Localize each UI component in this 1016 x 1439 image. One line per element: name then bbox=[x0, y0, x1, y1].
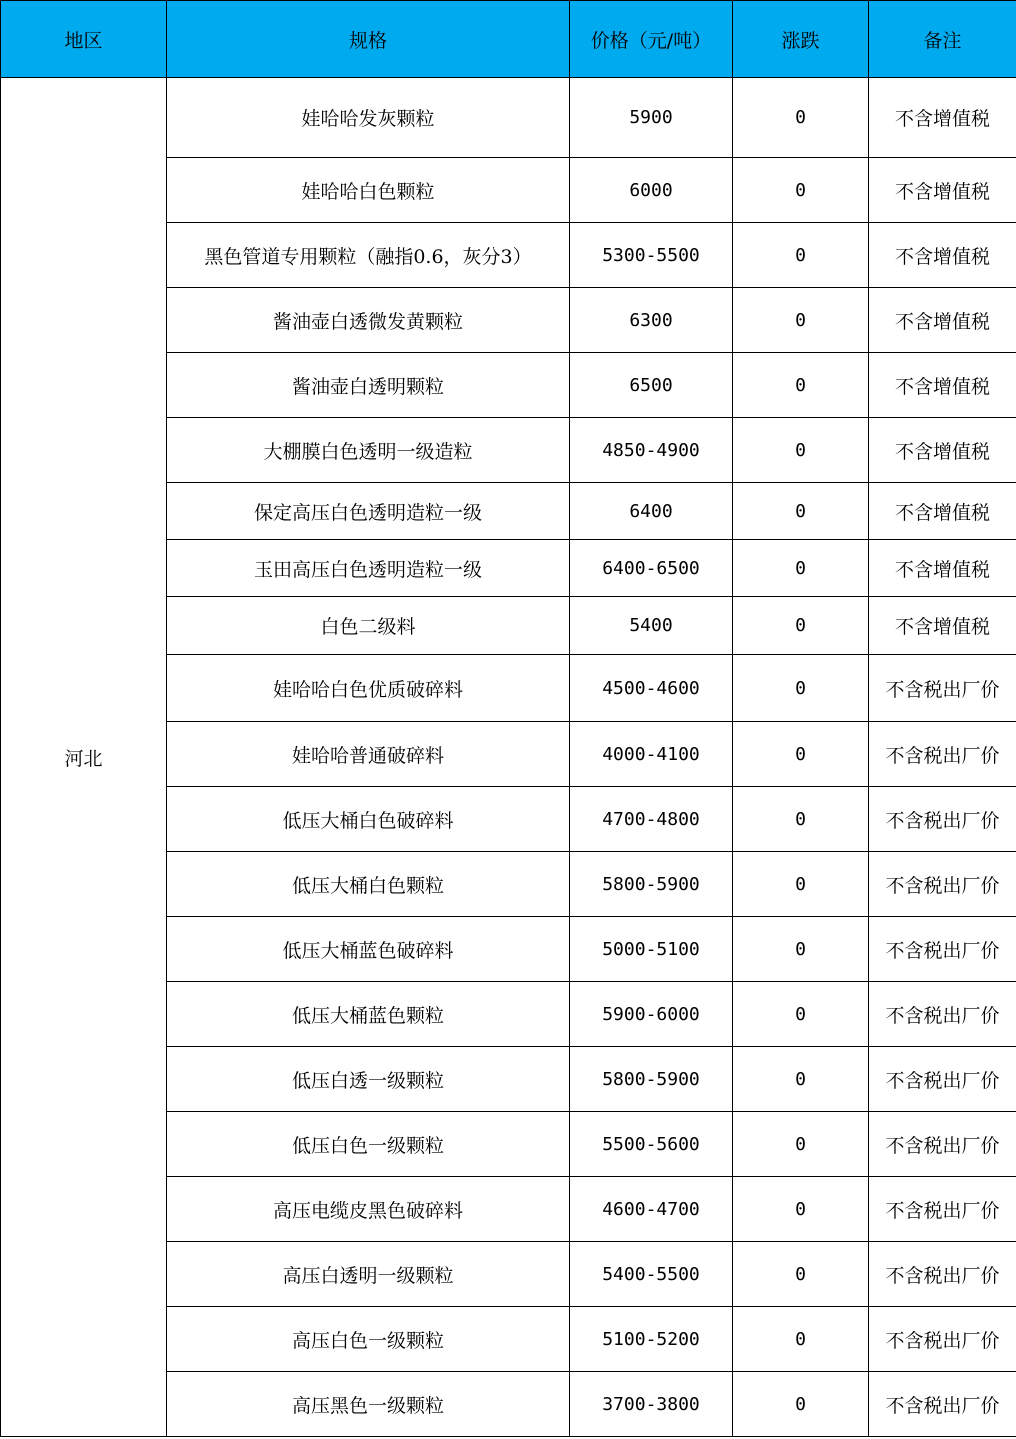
spec-cell: 低压白透一级颗粒 bbox=[167, 1047, 570, 1112]
price-cell: 5400 bbox=[570, 597, 733, 655]
spec-cell: 高压黑色一级颗粒 bbox=[167, 1372, 570, 1437]
price-cell: 6400 bbox=[570, 483, 733, 540]
note-cell: 不含增值税 bbox=[869, 418, 1016, 483]
table-row bbox=[1, 78, 1016, 158]
spec-cell: 酱油壶白透微发黄颗粒 bbox=[167, 288, 570, 353]
note-cell: 不含税出厂价 bbox=[869, 722, 1016, 787]
note-cell: 不含增值税 bbox=[869, 288, 1016, 353]
price-cell: 3700-3800 bbox=[570, 1372, 733, 1437]
price-cell: 5400-5500 bbox=[570, 1242, 733, 1307]
change-cell: 0 bbox=[733, 1112, 869, 1177]
change-cell: 0 bbox=[733, 722, 869, 787]
region-cell: 河北 bbox=[1, 78, 167, 1437]
price-cell: 5300-5500 bbox=[570, 223, 733, 288]
spec-cell: 高压电缆皮黑色破碎料 bbox=[167, 1177, 570, 1242]
price-cell: 4500-4600 bbox=[570, 655, 733, 722]
change-cell: 0 bbox=[733, 540, 869, 597]
spec-cell: 高压白透明一级颗粒 bbox=[167, 1242, 570, 1307]
spec-cell: 保定高压白色透明造粒一级 bbox=[167, 483, 570, 540]
header-region: 地区 bbox=[1, 1, 167, 78]
price-cell: 6500 bbox=[570, 353, 733, 418]
note-cell: 不含增值税 bbox=[869, 158, 1016, 223]
price-cell: 4700-4800 bbox=[570, 787, 733, 852]
change-cell: 0 bbox=[733, 982, 869, 1047]
price-cell: 6300 bbox=[570, 288, 733, 353]
change-cell: 0 bbox=[733, 158, 869, 223]
change-cell: 0 bbox=[733, 418, 869, 483]
note-cell: 不含税出厂价 bbox=[869, 655, 1016, 722]
change-cell: 0 bbox=[733, 1047, 869, 1112]
change-cell: 0 bbox=[733, 1307, 869, 1372]
note-cell: 不含税出厂价 bbox=[869, 917, 1016, 982]
change-cell: 0 bbox=[733, 852, 869, 917]
price-cell: 5800-5900 bbox=[570, 1047, 733, 1112]
note-cell: 不含税出厂价 bbox=[869, 787, 1016, 852]
spec-cell: 娃哈哈白色颗粒 bbox=[167, 158, 570, 223]
spec-cell: 酱油壶白透明颗粒 bbox=[167, 353, 570, 418]
change-cell: 0 bbox=[733, 353, 869, 418]
change-cell: 0 bbox=[733, 1177, 869, 1242]
header-spec: 规格 bbox=[167, 1, 570, 78]
spec-cell: 娃哈哈普通破碎料 bbox=[167, 722, 570, 787]
price-cell: 5800-5900 bbox=[570, 852, 733, 917]
note-cell: 不含增值税 bbox=[869, 353, 1016, 418]
spec-cell: 高压白色一级颗粒 bbox=[167, 1307, 570, 1372]
note-cell: 不含税出厂价 bbox=[869, 1372, 1016, 1437]
spec-cell: 低压大桶白色破碎料 bbox=[167, 787, 570, 852]
header-price: 价格（元/吨） bbox=[570, 1, 733, 78]
note-cell: 不含增值税 bbox=[869, 540, 1016, 597]
change-cell: 0 bbox=[733, 655, 869, 722]
change-cell: 0 bbox=[733, 1242, 869, 1307]
note-cell: 不含税出厂价 bbox=[869, 1112, 1016, 1177]
note-cell: 不含税出厂价 bbox=[869, 852, 1016, 917]
price-cell: 6400-6500 bbox=[570, 540, 733, 597]
price-cell: 4600-4700 bbox=[570, 1177, 733, 1242]
change-cell: 0 bbox=[733, 78, 869, 158]
note-cell: 不含增值税 bbox=[869, 78, 1016, 158]
spec-cell: 白色二级料 bbox=[167, 597, 570, 655]
spec-cell: 娃哈哈白色优质破碎料 bbox=[167, 655, 570, 722]
spec-cell: 低压大桶白色颗粒 bbox=[167, 852, 570, 917]
change-cell: 0 bbox=[733, 787, 869, 852]
price-cell: 5100-5200 bbox=[570, 1307, 733, 1372]
note-cell: 不含税出厂价 bbox=[869, 1242, 1016, 1307]
price-cell: 5000-5100 bbox=[570, 917, 733, 982]
note-cell: 不含税出厂价 bbox=[869, 1047, 1016, 1112]
spec-cell: 低压大桶蓝色颗粒 bbox=[167, 982, 570, 1047]
note-cell: 不含增值税 bbox=[869, 223, 1016, 288]
change-cell: 0 bbox=[733, 1372, 869, 1437]
spec-cell: 娃哈哈发灰颗粒 bbox=[167, 78, 570, 158]
note-cell: 不含税出厂价 bbox=[869, 1177, 1016, 1242]
spec-cell: 低压大桶蓝色破碎料 bbox=[167, 917, 570, 982]
spec-cell: 玉田高压白色透明造粒一级 bbox=[167, 540, 570, 597]
note-cell: 不含税出厂价 bbox=[869, 1307, 1016, 1372]
spec-cell: 黑色管道专用颗粒（融指0.6，灰分3） bbox=[167, 223, 570, 288]
price-cell: 4850-4900 bbox=[570, 418, 733, 483]
change-cell: 0 bbox=[733, 597, 869, 655]
spec-cell: 大棚膜白色透明一级造粒 bbox=[167, 418, 570, 483]
change-cell: 0 bbox=[733, 288, 869, 353]
note-cell: 不含增值税 bbox=[869, 597, 1016, 655]
note-cell: 不含税出厂价 bbox=[869, 982, 1016, 1047]
change-cell: 0 bbox=[733, 917, 869, 982]
price-cell: 4000-4100 bbox=[570, 722, 733, 787]
price-cell: 6000 bbox=[570, 158, 733, 223]
note-cell: 不含增值税 bbox=[869, 483, 1016, 540]
price-cell: 5500-5600 bbox=[570, 1112, 733, 1177]
change-cell: 0 bbox=[733, 483, 869, 540]
header-change: 涨跌 bbox=[733, 1, 869, 78]
price-cell: 5900 bbox=[570, 78, 733, 158]
change-cell: 0 bbox=[733, 223, 869, 288]
header-note: 备注 bbox=[869, 1, 1016, 78]
price-cell: 5900-6000 bbox=[570, 982, 733, 1047]
spec-cell: 低压白色一级颗粒 bbox=[167, 1112, 570, 1177]
header-row bbox=[1, 1, 1016, 78]
